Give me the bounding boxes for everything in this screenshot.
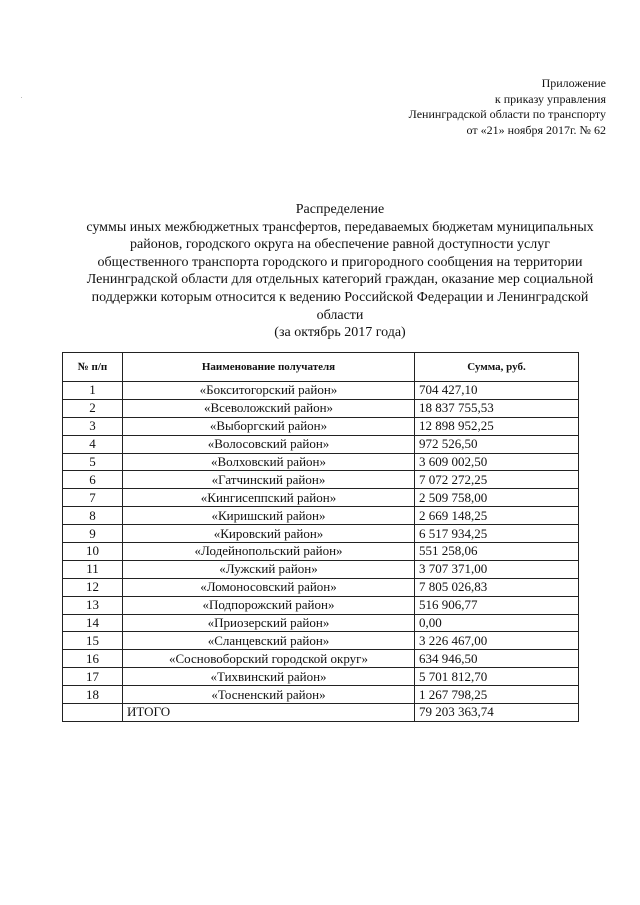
appendix-line: Приложение: [541, 76, 606, 90]
header-name: Наименование получателя: [123, 353, 415, 382]
row-name: «Кировский район»: [123, 525, 415, 543]
row-num: 18: [63, 686, 123, 704]
appendix-line: к приказу управления: [494, 91, 606, 106]
total-label: ИТОГО: [123, 704, 415, 722]
title-line: поддержки которым относится к ведению Российской Федерации и Ленинградской: [91, 289, 589, 305]
row-sum: 3 226 467,00: [415, 632, 579, 650]
appendix-line: от «21» ноября 2017г. № 62: [466, 122, 606, 137]
row-num: 1: [63, 382, 123, 400]
row-num: 3: [63, 417, 123, 435]
title-line: районов, городского округа на обеспечение равной доступности услуг: [130, 237, 550, 253]
row-num: 15: [63, 632, 123, 650]
row-name: «Кингисеппский район»: [123, 489, 415, 507]
table-row: [63, 525, 579, 543]
table-row: [63, 560, 579, 578]
row-name: «Бокситогорский район»: [123, 382, 415, 400]
table-row: [63, 668, 579, 686]
row-name: «Сосновоборский городской округ»: [123, 650, 415, 668]
table-row: [63, 471, 579, 489]
row-name: «Лодейнопольский район»: [123, 543, 415, 561]
row-sum: 551 258,06: [415, 543, 579, 561]
row-num: 9: [63, 525, 123, 543]
table-row: [63, 435, 579, 453]
row-sum: 12 898 952,25: [415, 417, 579, 435]
row-sum: 7 072 272,25: [415, 471, 579, 489]
row-name: «Тосненский район»: [123, 686, 415, 704]
row-num: 5: [63, 453, 123, 471]
row-num: 13: [63, 596, 123, 614]
total-num-cell: [63, 704, 123, 722]
row-num: 8: [63, 507, 123, 525]
row-name: «Ломоносовский район»: [123, 578, 415, 596]
header-sum: Сумма, руб.: [415, 353, 579, 382]
row-name: «Выборгский район»: [123, 417, 415, 435]
table-row: [63, 507, 579, 525]
table-row: [63, 650, 579, 668]
table-header-row: [63, 353, 579, 382]
row-name: «Киришский район»: [123, 507, 415, 525]
row-num: 10: [63, 543, 123, 561]
table-row: [63, 417, 579, 435]
title-line: общественного транспорта городского и пригородного сообщения на территории: [97, 254, 583, 270]
row-sum: 972 526,50: [415, 435, 579, 453]
row-sum: 2 669 148,25: [415, 507, 579, 525]
row-name: «Гатчинский район»: [123, 471, 415, 489]
row-sum: 18 837 755,53: [415, 399, 579, 417]
table-row: [63, 614, 579, 632]
row-name: «Всеволожский район»: [123, 399, 415, 417]
table-row: [63, 382, 579, 400]
row-sum: 7 805 026,83: [415, 578, 579, 596]
row-name: «Приозерский район»: [123, 614, 415, 632]
header-num: № п/п: [63, 353, 123, 382]
document-title: [60, 201, 620, 342]
row-sum: 5 701 812,70: [415, 668, 579, 686]
row-num: 2: [63, 399, 123, 417]
table-total-row: [63, 704, 579, 722]
row-sum: 6 517 934,25: [415, 525, 579, 543]
row-name: «Волховский район»: [123, 453, 415, 471]
row-sum: 0,00: [415, 614, 579, 632]
row-sum: 516 906,77: [415, 596, 579, 614]
row-num: 17: [63, 668, 123, 686]
row-sum: 3 609 002,50: [415, 453, 579, 471]
row-name: «Сланцевский район»: [123, 632, 415, 650]
title-line: области: [316, 307, 364, 323]
row-num: 7: [63, 489, 123, 507]
distribution-table: [62, 352, 579, 722]
row-num: 6: [63, 471, 123, 489]
row-num: 14: [63, 614, 123, 632]
table-row: [63, 596, 579, 614]
row-sum: 1 267 798,25: [415, 686, 579, 704]
appendix-line: Ленинградской области по транспорту: [408, 107, 606, 122]
table-row: [63, 399, 579, 417]
table-row: [63, 578, 579, 596]
title-line: (за октябрь 2017 года): [274, 325, 406, 341]
row-sum: 704 427,10: [415, 382, 579, 400]
total-sum: 79 203 363,74: [415, 704, 579, 722]
title-line: Ленинградской области для отдельных категорий граждан, оказание мер социальной: [86, 272, 594, 288]
row-name: «Тихвинский район»: [123, 668, 415, 686]
table-row: [63, 489, 579, 507]
row-name: «Волосовский район»: [123, 435, 415, 453]
scan-speck: [21, 97, 22, 98]
row-sum: 634 946,50: [415, 650, 579, 668]
table-row: [63, 453, 579, 471]
row-num: 4: [63, 435, 123, 453]
row-sum: 3 707 371,00: [415, 560, 579, 578]
table-row: [63, 632, 579, 650]
appendix-block: [409, 76, 606, 138]
title-line: суммы иных межбюджетных трансфертов, передаваемых бюджетам муниципальных: [86, 219, 594, 235]
table-row: [63, 543, 579, 561]
row-sum: 2 509 758,00: [415, 489, 579, 507]
row-num: 11: [63, 560, 123, 578]
row-num: 16: [63, 650, 123, 668]
row-name: «Подпорожский район»: [123, 596, 415, 614]
table-row: [63, 686, 579, 704]
title-heading: Распределение: [295, 202, 385, 217]
row-name: «Лужский район»: [123, 560, 415, 578]
row-num: 12: [63, 578, 123, 596]
